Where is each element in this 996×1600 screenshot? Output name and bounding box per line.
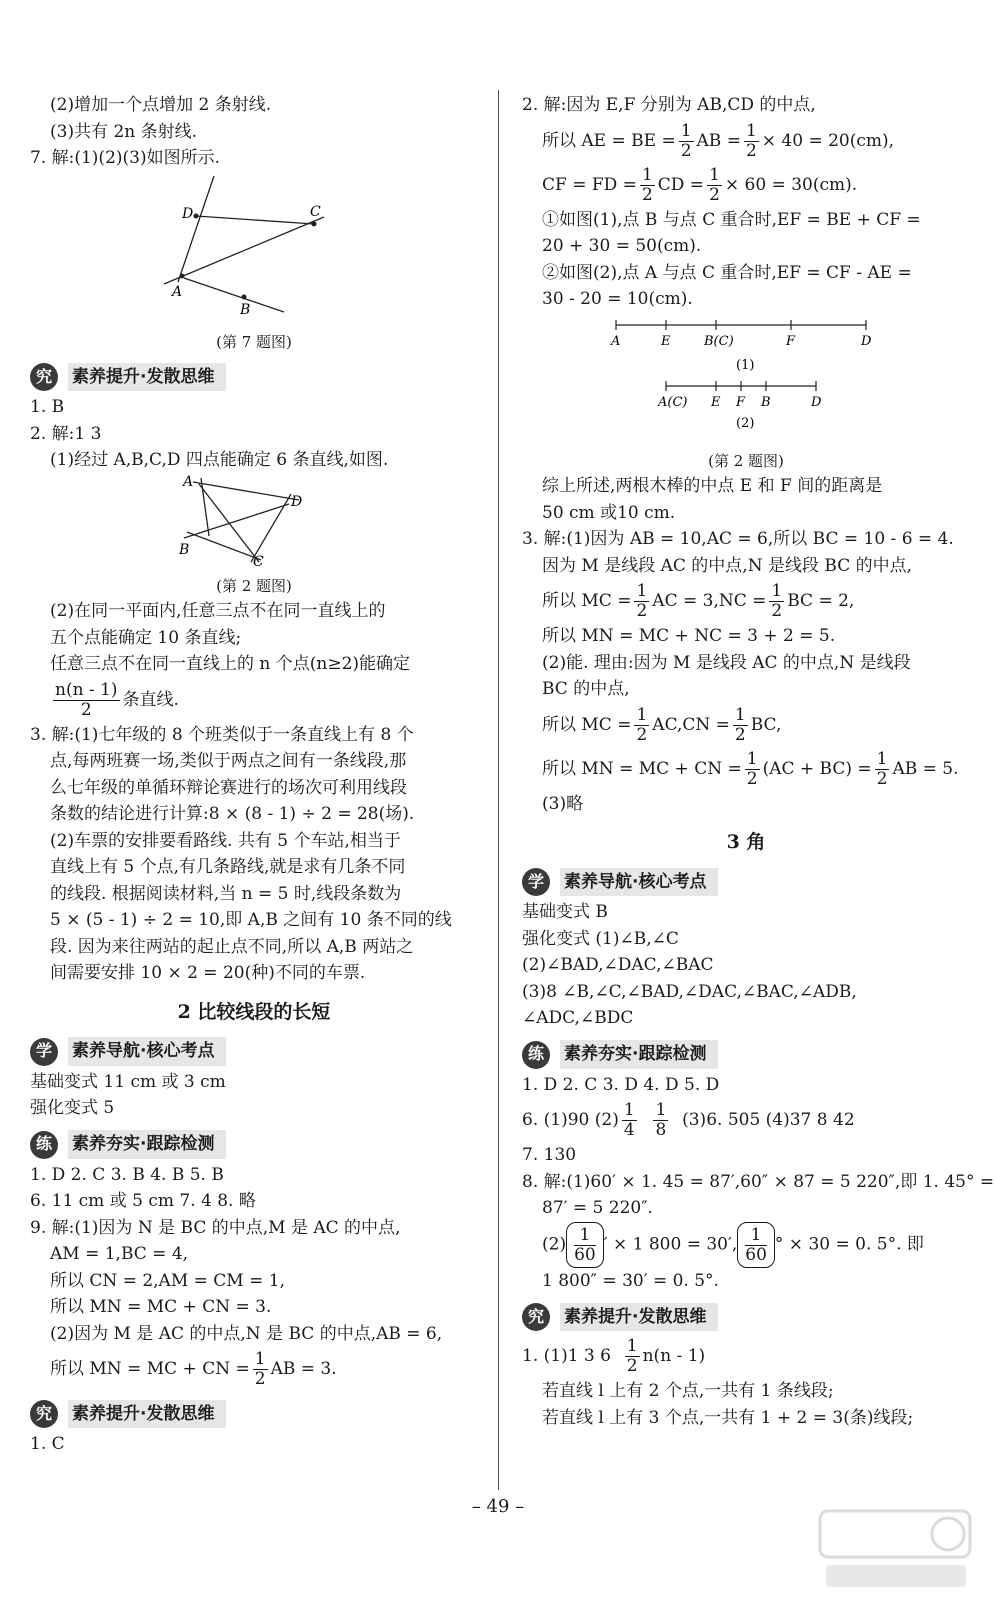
badge-icon: 究 [30, 363, 58, 391]
text: × 60 = 30(cm). [724, 174, 858, 195]
text: BC, [750, 714, 782, 735]
text-line: 若直线 l 上有 3 个点,一共有 1 + 2 = 3(条)线段; [542, 1407, 914, 1428]
fraction [574, 1226, 596, 1265]
text-line: (2)车票的安排要看路线. 共有 5 个车站,相当于 [50, 830, 401, 851]
right-column [522, 92, 995, 1431]
banner-title: 素养导航·核心考点 [560, 868, 718, 897]
section-banner-explore [522, 1302, 970, 1332]
text-line: 20 + 30 = 50(cm). [542, 236, 702, 256]
text: 所以 MN = MC + CN = [50, 1359, 250, 1379]
text-line: ①如图(1),点 B 与点 C 重合时,EF = BE + CF = [542, 209, 921, 230]
section-banner-practice [30, 1130, 478, 1160]
text-line: 3. 解:(1)七年级的 8 个班类似于一条直线上有 8 个 [30, 724, 414, 745]
text-line: (2)∠BAD,∠DAC,∠BAC [522, 955, 714, 975]
text: × 40 = 20(cm), [761, 130, 895, 151]
denominator: 2 [745, 140, 757, 161]
text-line: (3)略 [542, 793, 584, 814]
text-line: (2)因为 M 是 AC 的中点,N 是 BC 的中点,AB = 6, [50, 1323, 443, 1344]
text-line: 5 × (5 - 1) ÷ 2 = 10,即 A,B 之间有 10 条不同的线 [50, 910, 452, 930]
text-line: 1. D 2. C 3. D 4. D 5. D [522, 1074, 720, 1095]
denominator: 2 [771, 601, 783, 621]
label-d: D [291, 493, 303, 510]
text-line: 30 - 20 = 10(cm). [542, 289, 693, 309]
text-line-fraction [522, 703, 970, 747]
text-line: (2)增加一个点增加 2 条射线. [50, 95, 272, 115]
numerator: 1 [745, 120, 757, 141]
fraction [253, 1350, 268, 1389]
badge-icon: 究 [30, 1400, 58, 1428]
label: A [611, 333, 621, 349]
label: E [661, 333, 671, 349]
numerator: 1 [771, 581, 783, 601]
fraction [707, 166, 722, 205]
text-line: 所以 CN = 2,AM = CM = 1, [50, 1270, 285, 1291]
text: 条直线. [122, 689, 179, 710]
text-line: 1 800″ = 30′ = 0. 5°. [542, 1270, 719, 1291]
denominator: 2 [680, 140, 692, 161]
badge-icon: 学 [522, 868, 550, 896]
text-line-fraction [30, 678, 478, 722]
text-line-fraction [30, 1347, 478, 1391]
figure-7-diagram [154, 172, 354, 322]
fraction [625, 1337, 640, 1376]
figure-2-left [30, 474, 478, 599]
denominator: 2 [709, 184, 720, 205]
parenthesized-fraction [737, 1222, 775, 1268]
numerator: 1 [626, 1336, 638, 1356]
text: AC = 3,NC = [652, 591, 767, 611]
denominator: 60 [745, 1244, 767, 1265]
text: AB = [696, 130, 741, 151]
label-d: D [182, 205, 194, 222]
text-line: 点,每两班赛一场,类似于两点之间有一条线段,那 [50, 751, 407, 771]
banner-title: 素养夯实·跟踪检测 [68, 1130, 226, 1159]
figure-2-diagram [179, 474, 329, 566]
text-line: AM = 1,BC = 4, [50, 1244, 189, 1264]
text-line: ∠ADC,∠BDC [522, 1008, 634, 1028]
text: 所以 MC = [542, 714, 632, 735]
text-line: 2. 解:1 3 [30, 423, 102, 444]
badge-icon: 学 [30, 1038, 58, 1066]
numerator: 1 [254, 1349, 266, 1369]
fraction [634, 582, 649, 621]
text-line: 强化变式 5 [30, 1098, 115, 1118]
text: AB = 5. [892, 758, 959, 779]
figure-caption: (第 2 题图) [708, 452, 784, 470]
section-banner-learn [30, 1037, 478, 1067]
text-line-fraction [522, 747, 970, 791]
text-line: 所以 MN = MC + CN = 3. [50, 1297, 272, 1317]
text: AC,CN = [652, 714, 730, 735]
text-line: 8. 解:(1)60′ × 1. 45 = 87′,60″ × 87 = 5 220″,即 1. 45° = [522, 1171, 995, 1192]
label-a: A [172, 283, 183, 300]
figure-tag: (1) [736, 357, 755, 373]
text-line-fraction [522, 119, 970, 163]
text-line-fraction [522, 1098, 970, 1142]
text-line: 7. 解:(1)(2)(3)如图所示. [30, 148, 220, 168]
parenthesized-fraction [566, 1222, 604, 1268]
text-line-fraction [522, 1334, 970, 1378]
figure-2-right [522, 313, 970, 474]
label: D [861, 333, 872, 349]
text: 所以 AE = BE = [542, 130, 676, 151]
label-c: C [310, 203, 321, 220]
text: 1. (1)1 3 6 [522, 1346, 611, 1366]
text-line: 段. 因为来往两站的起止点不同,所以 A,B 两站之 [50, 936, 414, 957]
segment-diagrams [596, 313, 896, 441]
banner-title: 素养提升·发散思维 [560, 1303, 718, 1332]
numerator: 1 [876, 748, 888, 769]
denominator: 2 [626, 1356, 638, 1376]
fraction [875, 750, 890, 789]
numerator: 1 [746, 748, 758, 769]
text-line: 1. C [30, 1434, 65, 1454]
section-banner-explore [30, 362, 478, 392]
text: CF = FD = [542, 174, 637, 195]
numerator: 1 [636, 581, 648, 601]
label-c: C [253, 553, 264, 566]
numerator: 1 [636, 704, 648, 725]
badge-icon: 练 [522, 1041, 550, 1069]
fraction [679, 122, 694, 161]
denominator: 2 [746, 768, 758, 789]
fraction [640, 166, 655, 205]
denominator: 8 [655, 1120, 667, 1140]
fraction [653, 1101, 668, 1140]
text-line: 7. 130 [522, 1145, 577, 1165]
column-divider [498, 90, 499, 1490]
figure-caption: (第 2 题图) [216, 577, 292, 595]
denominator: 2 [876, 768, 888, 789]
text-line: (3)共有 2n 条射线. [50, 121, 198, 142]
label: D [811, 394, 822, 410]
numerator: 1 [641, 164, 653, 185]
text: CD = [657, 174, 705, 195]
fraction [733, 706, 748, 745]
text-line: 强化变式 (1)∠B,∠C [522, 928, 679, 949]
text-line: 因为 M 是线段 AC 的中点,N 是线段 BC 的中点, [542, 555, 913, 576]
text-line: 1. D 2. C 3. B 4. B 5. B [30, 1164, 224, 1185]
text-line-fraction [522, 1222, 970, 1268]
numerator: 1 [745, 1226, 767, 1246]
section-banner-learn [522, 867, 970, 897]
text-line: (2)在同一平面内,任意三点不在同一直线上的 [50, 601, 386, 621]
text: 所以 MN = MC + CN = [542, 758, 742, 779]
denominator: 2 [254, 1369, 266, 1389]
page-number: – 49 – [471, 1496, 525, 1517]
fraction [744, 122, 759, 161]
text-line: 直线上有 5 个点,有几条路线,就是求有几条不同 [50, 857, 406, 877]
badge-icon: 究 [522, 1303, 550, 1331]
section-title: 3 角 [726, 831, 766, 853]
text-line-fraction [522, 579, 970, 623]
text-line: 所以 MN = MC + NC = 3 + 2 = 5. [542, 626, 836, 646]
section-title: 2 比较线段的长短 [177, 1000, 331, 1023]
text-line: 综上所述,两根木棒的中点 E 和 F 间的距离是 [542, 476, 883, 496]
text: 所以 MC = [542, 591, 632, 611]
label-b: B [179, 541, 190, 558]
text-line: 6. 11 cm 或 5 cm 7. 4 8. 略 [30, 1191, 256, 1211]
text: AB = 3. [270, 1359, 337, 1379]
text-line: 若直线 l 上有 2 个点,一共有 1 条线段; [542, 1381, 834, 1401]
text-line: 基础变式 11 cm 或 3 cm [30, 1071, 226, 1092]
badge-icon: 练 [30, 1131, 58, 1159]
numerator: 1 [574, 1226, 596, 1246]
numerator: 1 [680, 120, 692, 141]
text: (3)6. 505 (4)37 8 42 [682, 1110, 855, 1130]
label-a: A [183, 473, 194, 490]
fraction [53, 681, 120, 720]
left-column [30, 92, 478, 1458]
text-line: (2)能. 理由:因为 M 是线段 AC 的中点,N 是线段 [542, 652, 911, 673]
figure-tag: (2) [736, 415, 755, 431]
text-line: 87′ = 5 220″. [542, 1198, 653, 1218]
text-line: (3)8 ∠B,∠C,∠BAD,∠DAC,∠BAC,∠ADB, [522, 981, 857, 1002]
label: A(C) [658, 394, 688, 410]
text-line: (1)经过 A,B,C,D 四点能确定 6 条直线,如图. [50, 450, 389, 470]
text-line: 50 cm 或10 cm. [542, 502, 676, 523]
banner-title: 素养夯实·跟踪检测 [560, 1040, 718, 1069]
denominator: 2 [641, 184, 653, 205]
text-line: 间需要安排 10 × 2 = 20(种)不同的车票. [50, 963, 366, 983]
text: 6. (1)90 (2) [522, 1110, 619, 1130]
text-line: 1. B [30, 397, 65, 417]
numerator: n(n - 1) [55, 679, 118, 700]
numerator: 1 [709, 164, 720, 185]
fraction [745, 750, 760, 789]
text: n(n - 1) [642, 1346, 706, 1366]
text-line: 3. 解:(1)因为 AB = 10,AC = 6,所以 BC = 10 - 6 = 4. [522, 529, 954, 549]
text-line: BC 的中点, [542, 679, 630, 699]
banner-title: 素养导航·核心考点 [68, 1037, 226, 1066]
text-line: 任意三点不在同一直线上的 n 个点(n≥2)能确定 [50, 654, 411, 674]
numerator: 1 [655, 1100, 667, 1120]
fraction [745, 1226, 767, 1265]
denominator: 2 [80, 699, 92, 720]
text-line: ②如图(2),点 A 与点 C 重合时,EF = CF - AE = [542, 262, 912, 283]
fraction [634, 706, 649, 745]
section-banner-practice [522, 1040, 970, 1070]
banner-title: 素养提升·发散思维 [68, 1400, 226, 1429]
label: B [761, 394, 771, 410]
numerator: 1 [734, 704, 746, 725]
denominator: 4 [623, 1120, 635, 1140]
fraction [622, 1101, 637, 1140]
denominator: 2 [636, 724, 648, 745]
fraction [769, 582, 784, 621]
label-b: B [240, 301, 251, 318]
text-line: 条数的结论进行计算:8 × (8 - 1) ÷ 2 = 28(场). [50, 804, 415, 824]
figure-7 [30, 172, 478, 355]
text: ′ × 1 800 = 30′, [603, 1234, 738, 1254]
text-line: 2. 解:因为 E,F 分别为 AB,CD 的中点, [522, 95, 816, 115]
numerator: 1 [623, 1100, 635, 1120]
text-line: 的线段. 根据阅读材料,当 n = 5 时,线段条数为 [50, 883, 402, 904]
denominator: 2 [734, 724, 746, 745]
text-line: 基础变式 B [522, 902, 608, 922]
text-line: 9. 解:(1)因为 N 是 BC 的中点,M 是 AC 的中点, [30, 1217, 401, 1238]
label: F [736, 394, 746, 410]
text-line: 么七年级的单循环辩论赛进行的场次可利用线段 [50, 777, 407, 798]
banner-title: 素养提升·发散思维 [68, 363, 226, 392]
watermark-logo [816, 1505, 976, 1595]
text-line: 五个点能确定 10 条直线; [50, 627, 242, 648]
text: ° × 30 = 0. 5°. 即 [774, 1234, 924, 1254]
figure-caption: (第 7 题图) [216, 333, 292, 351]
text: (2) [542, 1234, 567, 1254]
label: E [711, 394, 721, 410]
label: B(C) [704, 333, 734, 349]
text-line-fraction [522, 163, 970, 207]
denominator: 60 [574, 1244, 596, 1265]
denominator: 2 [636, 601, 648, 621]
label: F [786, 333, 796, 349]
text: (AC + BC) = [762, 758, 872, 779]
text: BC = 2, [787, 591, 855, 611]
section-banner-explore [30, 1399, 478, 1429]
